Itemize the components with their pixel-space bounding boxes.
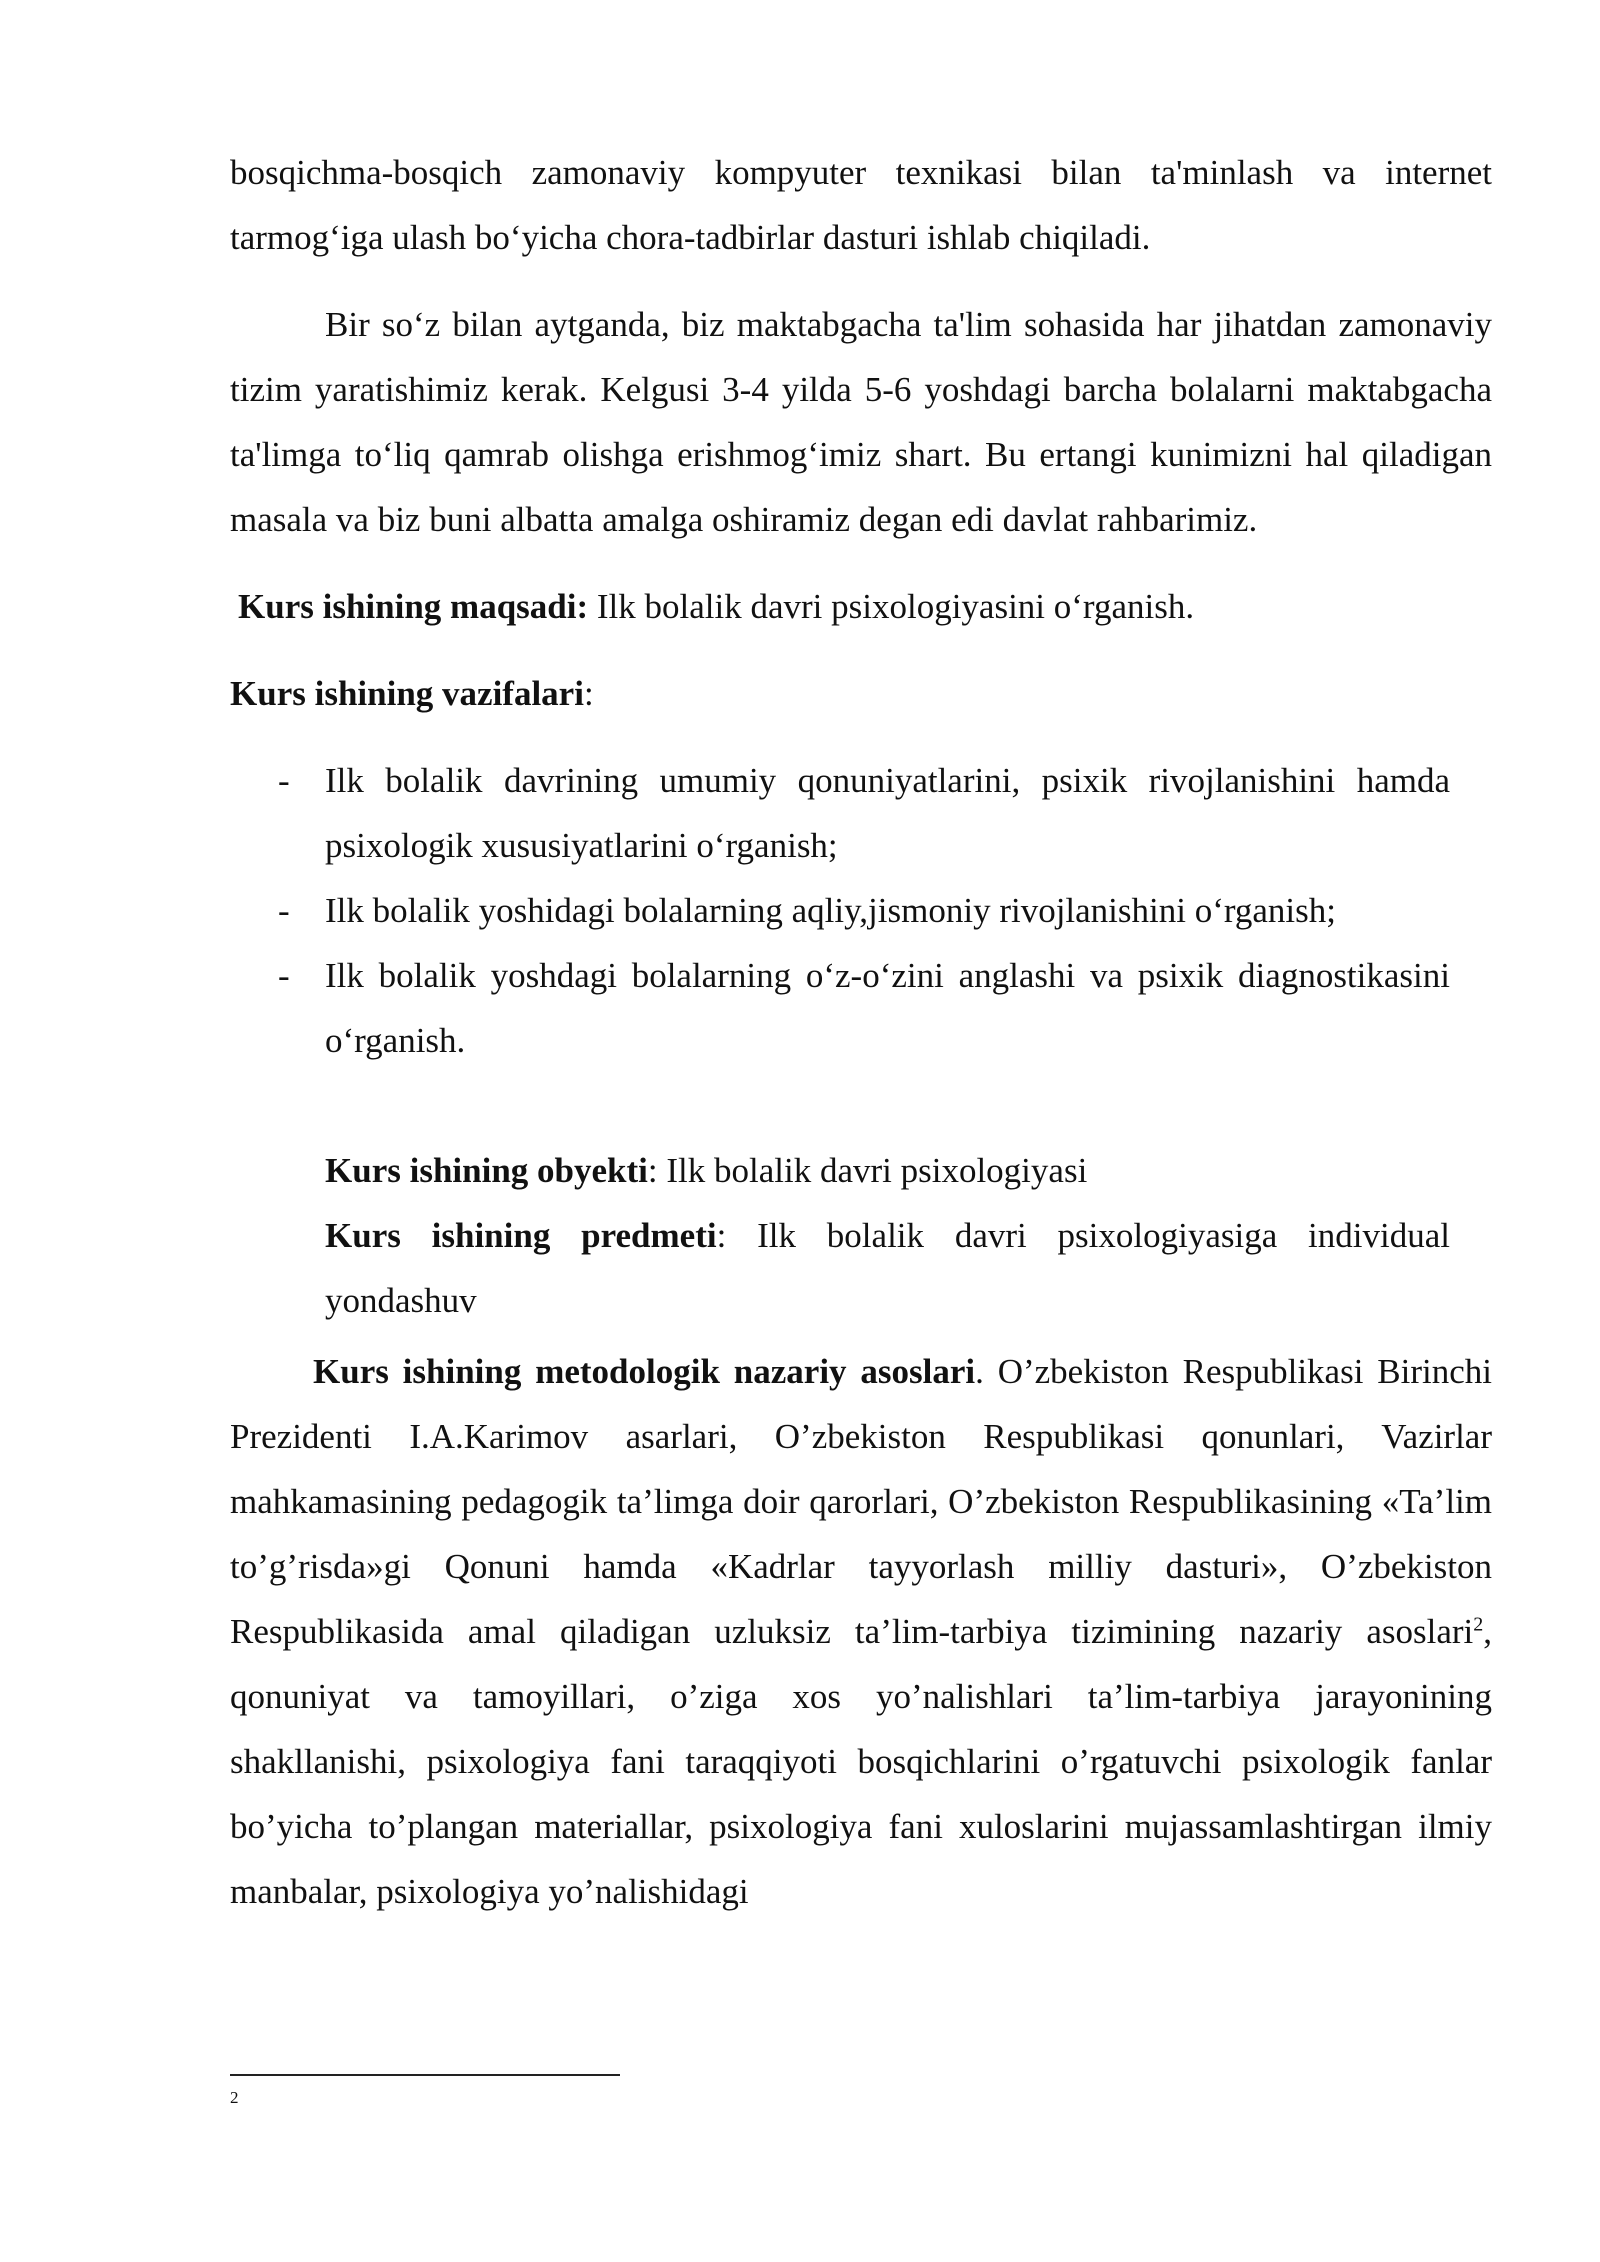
list-item	[230, 748, 1450, 878]
subject-paragraph	[230, 1203, 1450, 1333]
paragraph-1-line-1: bosqichma-bosqich zamonaviy kompyuter texnikasi bilan ta'minlash va internet	[230, 153, 1492, 192]
dash-bullet: -	[278, 956, 290, 995]
dash-bullet: -	[278, 761, 290, 800]
subject-label: Kurs ishining predmeti	[325, 1216, 717, 1255]
object-label: Kurs ishining obyekti	[325, 1151, 648, 1190]
methodology-text-2: , qonuniyat va tamoyillari, o’ziga xos yo’nalishlari ta’lim-tarbiya jarayonining shakllanishi, psixologiya fani taraqqiyoti bosqichlarini o’rgatuvchi psixologik fanlar bo’yicha to’plangan materiallar, psixologiya fani xuloslarini mujassamlashtirgan ilmiy manbalar, psixologiya yo’nalishidagi	[230, 1612, 1492, 1911]
dash-bullet: -	[278, 891, 290, 930]
tasks-colon: :	[583, 674, 594, 713]
footnote-number: 2	[230, 2088, 239, 2107]
list-item	[230, 943, 1450, 1073]
methodology-paragraph	[230, 1339, 1492, 1924]
task-text: Ilk bolalik yoshidagi bolalarning aqliy,jismoniy rivojlanishini o‘rganish;	[325, 891, 1337, 930]
tasks-label: Kurs ishining vazifalari	[230, 674, 584, 713]
aim-paragraph	[230, 574, 1492, 639]
methodology-text-1: . O’zbekiston Respublikasi Birinchi Prezidenti I.A.Karimov asarlari, O’zbekiston Respublikasi qonunlari, Vazirlar mahkamasining pedagogik ta’limga doir qarorlari, O’zbekiston Respublikasining «Ta’lim to’g’risda»gi Qonuni hamda «Kadrlar tayyorlash milliy dasturi», O’zbekiston Respublikasida amal qiladigan uzluksiz ta’lim-tarbiya tizimining nazariy asoslari	[230, 1352, 1492, 1651]
aim-label: Kurs ishining maqsadi:	[238, 587, 589, 626]
object-text: : Ilk bolalik davri psixologiyasi	[647, 1151, 1088, 1190]
paragraph-1-line-2: tarmog‘iga ulash bo‘yicha chora-tadbirlar dasturi ishlab chiqiladi.	[230, 218, 1151, 257]
task-text: Ilk bolalik yoshdagi bolalarning o‘z-o‘zini anglashi va psixik diagnostikasini o‘rganish.	[325, 956, 1450, 1060]
tasks-heading	[230, 661, 1492, 726]
task-text: Ilk bolalik davrining umumiy qonuniyatlarini, psixik rivojlanishini hamda psixologik xususiyatlarini o‘rganish;	[325, 761, 1450, 865]
subject-text: : Ilk bolalik davri psixologiyasiga individual yondashuv	[325, 1216, 1450, 1320]
tasks-list	[230, 748, 1450, 1073]
paragraph-2: Bir so‘z bilan aytganda, biz maktabgacha ta'lim sohasida har jihatdan zamonaviy tizim yaratishimiz kerak. Kelgusi 3-4 yilda 5-6 yoshdagi barcha bolalarni maktabgacha ta'limga to‘liq qamrab olishga erishmog‘imiz shart. Bu ertangi kunimizni hal qiladigan masala va biz buni albatta amalga oshiramiz degan edi davlat rahbarimiz.	[230, 305, 1492, 539]
list-item	[230, 878, 1450, 943]
aim-text: Ilk bolalik davri psixologiyasini o‘rganish.	[588, 587, 1195, 626]
object-paragraph	[230, 1138, 1450, 1203]
footnote-separator	[230, 2074, 620, 2076]
document-page	[230, 140, 1492, 1924]
footnote-reference: 2	[1473, 1613, 1484, 1636]
methodology-label: Kurs ishining metodologik nazariy asoslari	[313, 1352, 976, 1391]
